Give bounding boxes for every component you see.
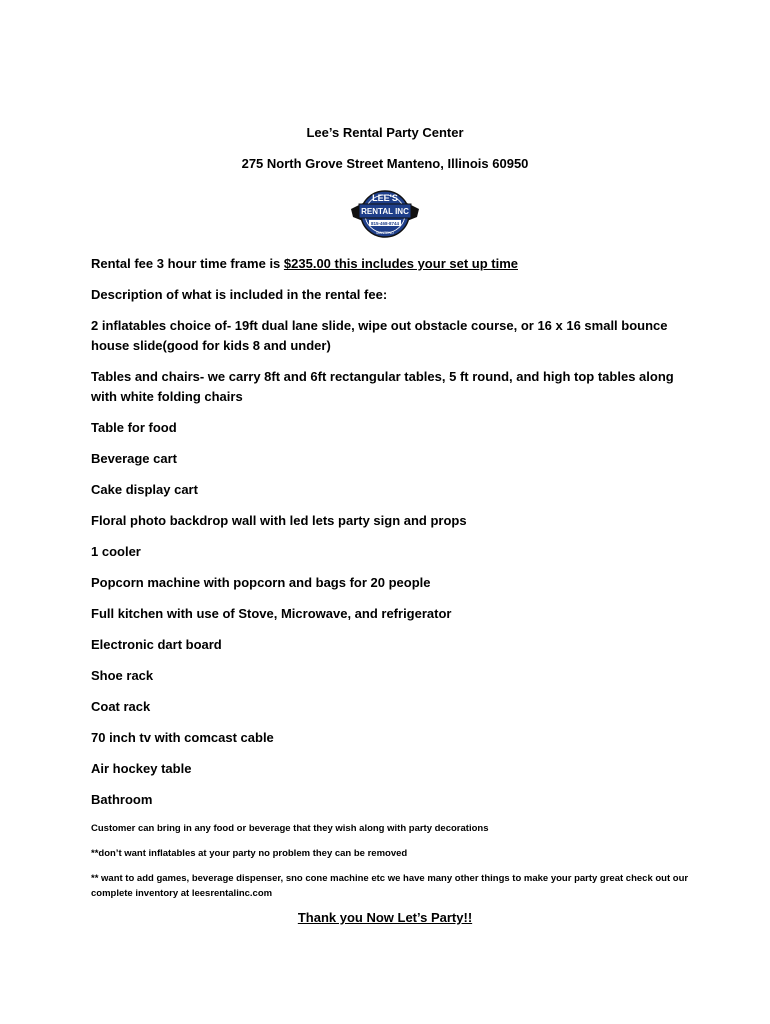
note-inventory: ** want to add games, beverage dispenser, sno cone machine etc we have many other things to make your party great check out our complete inventory at leesrentalinc.com (91, 873, 689, 899)
rental-fee-price: $235.00 this includes your set up time (283, 256, 518, 271)
business-address: 275 North Grove Street Manteno, Illinois 60950 (241, 156, 529, 171)
list-item: 70 inch tv with comcast cable (91, 730, 274, 745)
list-item: Electronic dart board (91, 637, 222, 652)
logo-text-4: MANTENO (376, 231, 394, 235)
rental-fee-line (91, 254, 691, 274)
list-item: Full kitchen with use of Stove, Microwave, and refrigerator (91, 606, 452, 621)
list-item: Tables and chairs- we carry 8ft and 6ft rectangular tables, 5 ft round, and high top tables along with white folding chairs (91, 369, 674, 404)
document-body (91, 254, 691, 911)
list-item: Coat rack (91, 699, 151, 714)
list-item: Air hockey table (91, 761, 192, 776)
logo-text-2: RENTAL INC (361, 207, 409, 216)
list-item: Popcorn machine with popcorn and bags for 20 people (91, 575, 431, 590)
list-item: 2 inflatables choice of- 19ft dual lane slide, wipe out obstacle course, or 16 x 16 small bounce house slide(good for kids 8 and under) (91, 318, 668, 353)
list-item: Cake display cart (91, 482, 198, 497)
closing-thanks: Thank you Now Let’s Party!! (297, 910, 473, 925)
logo-graphic (349, 187, 421, 241)
rental-fee-prefix: Rental fee 3 hour time frame is (91, 256, 284, 271)
list-item: 1 cooler (91, 544, 141, 559)
logo-text-1: LEE'S (372, 193, 398, 203)
note-food: Customer can bring in any food or beverage that they wish along with party decorations (91, 823, 489, 834)
description-heading: Description of what is included in the rental fee: (91, 287, 388, 302)
logo-text-3: 815-468-8744 (370, 221, 400, 226)
list-item: Table for food (91, 420, 177, 435)
list-item: Shoe rack (91, 668, 154, 683)
list-item: Beverage cart (91, 451, 177, 466)
lees-rental-logo-icon (349, 187, 421, 241)
list-item: Bathroom (91, 792, 153, 807)
document-title: Lee’s Rental Party Center (306, 125, 464, 140)
list-item: Floral photo backdrop wall with led lets party sign and props (91, 513, 467, 528)
note-inflatables: **don’t want inflatables at your party no problem they can be removed (91, 848, 408, 859)
